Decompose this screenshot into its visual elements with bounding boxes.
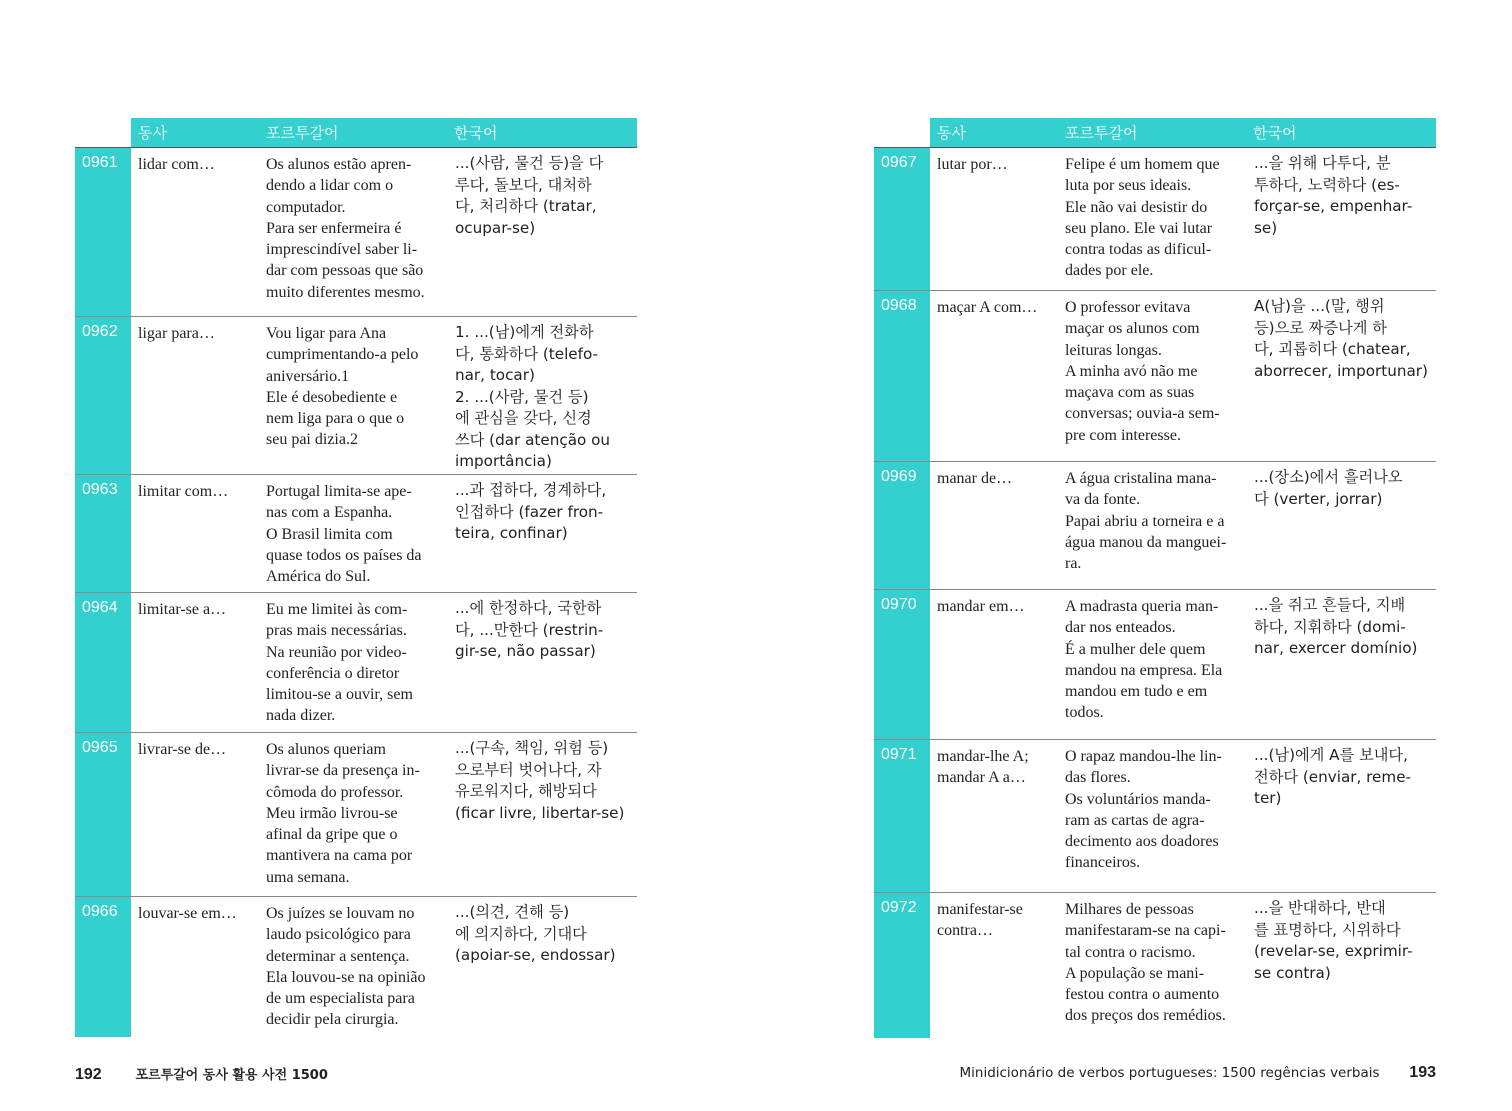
text-line: se contra) [1254,963,1331,982]
text-line: nada dizer. [266,707,336,725]
text-line: 다 (verter, jorrar) [1254,489,1383,508]
left-book-title: 포르투갈어 동사 활용 사전 1500 [135,1068,328,1083]
text-line: É a mulher dele quem [1065,640,1206,658]
text-line: pras mais necessárias. [266,622,407,640]
korean-meaning-cell [455,322,637,473]
text-line: contra… [937,922,993,939]
text-line: ...을 위해 다투다, 분 [1254,154,1391,172]
verb-cell [138,599,263,620]
portuguese-example-cell [266,739,448,888]
text-line: imprescindível saber li- [266,241,418,259]
entry-row [874,290,1436,461]
entry-row [75,896,637,1037]
text-line: ram as cartas de agra- [1065,811,1205,829]
text-line: A minha avó não me [1065,362,1198,380]
portuguese-example-cell [266,154,448,303]
text-line: 다, 괴롭히다 (chatear, [1254,340,1411,358]
korean-meaning-cell [455,902,637,967]
text-line: 다, ...만한다 (restrin- [455,620,604,639]
left-footer [75,1064,328,1084]
text-line: festou contra o aumento [1065,986,1220,1004]
entry-number: 0966 [75,897,131,1037]
text-line: das flores. [1065,769,1131,787]
text-line: O professor evitava [1065,299,1191,316]
text-line: conferência o diretor [266,664,400,682]
entry-row [75,732,637,896]
text-line: Papai abriu a torneira e a [1065,512,1225,530]
text-line: tal contra o racismo. [1065,943,1196,961]
portuguese-example-cell [1065,297,1247,446]
text-line: mandar A a… [937,769,1026,786]
korean-meaning-cell [1254,153,1436,239]
entry-number: 0969 [874,462,930,589]
text-line: 루다, 돌보다, 대처하 [455,175,592,194]
text-line: cumprimentando-a pelo [266,346,419,364]
text-line: limitar-se a… [138,601,227,618]
text-line: teira, confinar) [455,524,568,542]
entry-number: 0970 [874,590,930,739]
text-line: livrar-se da presença in- [266,762,420,780]
text-line: 으로부터 벗어나다, 자 [455,760,602,779]
text-line: seu plano. Ele vai lutar [1065,219,1213,237]
entry-row [874,461,1436,589]
text-line: Na reunião por video- [266,643,407,661]
text-line: financeiros. [1065,854,1141,872]
text-line: maçar A com… [937,299,1038,316]
entry-row [874,892,1436,1038]
text-line: manifestaram-se na capi- [1065,922,1226,940]
header-verb: 동사 [937,124,966,142]
text-line: Portugal limita-se ape- [266,483,412,500]
header-portuguese: 포르투갈어 [1065,124,1138,142]
text-line: (ficar livre, libertar-se) [455,803,625,822]
right-book-title: Minidicionário de verbos portugueses: 1500 regências verbais [959,1065,1380,1081]
text-line: conversas; ouvia-a sem- [1065,405,1220,423]
text-line: América do Sul. [266,568,371,586]
header-korean: 한국어 [454,124,498,142]
entry-number: 0968 [874,291,930,461]
text-line: A água cristalina mana- [1065,470,1217,487]
text-line: ...(남)에게 A를 보내다, [1254,746,1408,764]
text-line: ...(사람, 물건 등)을 다 [455,154,604,172]
entry-row [75,474,637,592]
entry-list [75,147,637,1037]
verb-cell [138,154,263,175]
text-line: lidar com… [138,156,215,173]
text-line: ...을 반대하다, 반대 [1254,899,1386,917]
text-line: Vou ligar para Ana [266,325,387,342]
text-line: gir-se, não passar) [455,642,596,660]
portuguese-example-cell [1065,596,1247,724]
text-line: 에 관심을 갖다, 신경 [455,409,592,427]
right-page-number: 193 [1409,1064,1436,1081]
verb-cell [937,596,1062,617]
text-line: 쓰다 (dar atenção ou [455,430,611,449]
text-line: Felipe é um homem que [1065,156,1220,173]
text-line: A madrasta queria man- [1065,598,1219,615]
korean-meaning-cell [455,153,637,239]
portuguese-example-cell [266,323,448,451]
text-line: ocupar-se) [455,218,536,237]
text-line: 하다, 지휘하다 (domi- [1254,617,1406,636]
portuguese-example-cell [266,903,448,1031]
text-line: leituras longas. [1065,341,1162,359]
text-line: 2. ...(사람, 물건 등) [455,387,589,406]
text-line: 1. ...(남)에게 전화하 [455,323,594,341]
portuguese-example-cell [1065,154,1247,282]
text-line: mandou em tudo e em [1065,683,1208,701]
text-line: O Brasil limita com [266,525,393,543]
header-portuguese: 포르투갈어 [266,124,339,142]
text-line: Os juízes se louvam no [266,905,415,922]
text-line: louvar-se em… [138,905,237,922]
text-line: ...을 쥐고 흔들다, 지배 [1254,596,1406,614]
text-line: 투하다, 노력하다 (es- [1254,175,1400,194]
text-line: ligar para… [138,325,215,342]
text-line: 전하다 (enviar, reme- [1254,767,1412,786]
entry-number: 0964 [75,593,131,732]
text-line: mandou na empresa. Ela [1065,661,1223,679]
text-line: muito diferentes mesmo. [266,283,425,301]
text-line: Milhares de pessoas [1065,901,1194,918]
text-line: 다, 처리하다 (tratar, [455,197,597,215]
table-header [930,118,1436,147]
text-line: maçar os alunos com [1065,320,1200,338]
text-line: Ele não vai desistir do [1065,198,1208,216]
text-line: decidir pela cirurgia. [266,1011,399,1029]
entry-number: 0963 [75,475,131,592]
text-line: ...(장소)에서 흘러나오 [1254,468,1403,486]
text-line: limitou-se a ouvir, sem [266,686,413,704]
text-line: maçava com as suas [1065,384,1195,402]
text-line: aborrecer, importunar) [1254,361,1428,380]
text-line: Os voluntários manda- [1065,790,1211,808]
text-line: ...에 한정하다, 국한하 [455,599,602,617]
text-line: ra. [1065,555,1082,573]
text-line: mantivera na cama por [266,847,413,865]
text-line: nem liga para o que o [266,410,405,428]
text-line: ...(구속, 책임, 위험 등) [455,739,609,757]
text-line: ...과 접하다, 경계하다, [455,481,607,499]
text-line: lutar por… [937,156,1008,173]
text-line: quase todos os países da [266,546,422,564]
text-line: 등)으로 짜증나게 하 [1254,318,1387,337]
text-line: aniversário.1 [266,367,350,385]
text-line: laudo psicológico para [266,926,411,944]
text-line: Ele é desobediente e [266,388,398,406]
entry-number: 0972 [874,893,930,1038]
text-line: manar de… [937,470,1013,487]
verb-cell [138,323,263,344]
text-line: mandar em… [937,598,1025,615]
text-line: A população se mani- [1065,964,1205,982]
text-line: se) [1254,218,1278,237]
text-line: Meu irmão livrou-se [266,804,398,822]
entry-row [874,739,1436,892]
text-line: decimento aos doadores [1065,833,1219,851]
text-line: Os alunos queriam [266,741,386,758]
korean-meaning-cell [455,598,637,663]
verb-cell [937,297,1062,318]
portuguese-example-cell [1065,899,1247,1027]
text-line: dar nos enteados. [1065,619,1176,637]
korean-meaning-cell [1254,745,1436,810]
text-line: Para ser enfermeira é [266,219,402,237]
verb-cell [138,739,263,760]
korean-meaning-cell [1254,467,1436,510]
verb-cell [138,481,263,502]
text-line: livrar-se de… [138,741,227,758]
text-line: contra todas as dificul- [1065,241,1212,259]
text-line: 유로워지다, 해방되다 [455,782,597,800]
entry-row [75,147,637,316]
text-line: va da fonte. [1065,491,1141,509]
text-line: seu pai dizia.2 [266,431,358,449]
text-line: 를 표명하다, 시위하다 [1254,920,1401,939]
text-line: água manou da manguei- [1065,533,1227,551]
text-line: Os alunos estão apren- [266,156,412,173]
text-line: todos. [1065,704,1104,722]
text-line: forçar-se, empenhar- [1254,197,1413,215]
text-line: cômoda do professor. [266,783,404,801]
text-line: (revelar-se, exprimir- [1254,942,1413,960]
text-line: importância) [455,452,552,470]
text-line: dades por ele. [1065,262,1154,280]
text-line: pre com interesse. [1065,426,1181,444]
text-line: A(남)을 ...(말, 행위 [1254,297,1385,315]
portuguese-example-cell [1065,746,1247,874]
text-line: nar, exercer domínio) [1254,639,1418,657]
text-line: nar, tocar) [455,366,535,384]
verb-cell [937,746,1062,788]
entry-row [75,316,637,474]
text-line: Ela louvou-se na opinião [266,968,426,986]
korean-meaning-cell [455,480,637,545]
text-line: computador. [266,198,346,216]
verb-cell [937,154,1062,175]
entry-number: 0967 [874,148,930,290]
entry-list [874,147,1436,1038]
text-line: ...(의견, 견해 등) [455,903,570,921]
text-line: dos preços dos remédios. [1065,1007,1226,1025]
entry-row [75,592,637,732]
text-line: determinar a sentença. [266,947,410,965]
text-line: Eu me limitei às com- [266,601,408,618]
korean-meaning-cell [1254,595,1436,660]
text-line: afinal da gripe que o [266,826,398,844]
text-line: limitar com… [138,483,229,500]
verb-cell [138,903,263,924]
entry-number: 0971 [874,740,930,892]
table-header [131,118,637,147]
right-footer [959,1064,1436,1082]
text-line: mandar-lhe A; [937,748,1029,765]
text-line: O rapaz mandou-lhe lin- [1065,748,1222,765]
entry-number: 0961 [75,148,131,316]
header-verb: 동사 [138,124,167,142]
left-page-number: 192 [75,1066,102,1083]
text-line: uma semana. [266,868,350,886]
text-line: luta por seus ideais. [1065,177,1192,195]
text-line: 다, 통화하다 (telefo- [455,344,599,363]
text-line: nas com a Espanha. [266,504,393,522]
verb-cell [937,899,1062,941]
text-line: 인접하다 (fazer fron- [455,502,604,521]
korean-meaning-cell [1254,296,1436,382]
korean-meaning-cell [1254,898,1436,984]
text-line: dendo a lidar com o [266,177,394,195]
text-line: 에 의지하다, 기대다 [455,924,587,943]
portuguese-example-cell [266,481,448,587]
entry-number: 0962 [75,317,131,474]
text-line: (apoiar-se, endossar) [455,946,616,964]
header-korean: 한국어 [1253,124,1297,142]
left-page [75,118,637,1037]
text-line: manifestar-se [937,901,1023,918]
text-line: ter) [1254,789,1282,807]
text-line: dar com pessoas que são [266,262,424,280]
portuguese-example-cell [266,599,448,727]
text-line: de um especialista para [266,990,415,1008]
portuguese-example-cell [1065,468,1247,574]
korean-meaning-cell [455,738,637,824]
entry-row [874,589,1436,739]
entry-row [874,147,1436,290]
verb-cell [937,468,1062,489]
entry-number: 0965 [75,733,131,896]
right-page [874,118,1436,1038]
